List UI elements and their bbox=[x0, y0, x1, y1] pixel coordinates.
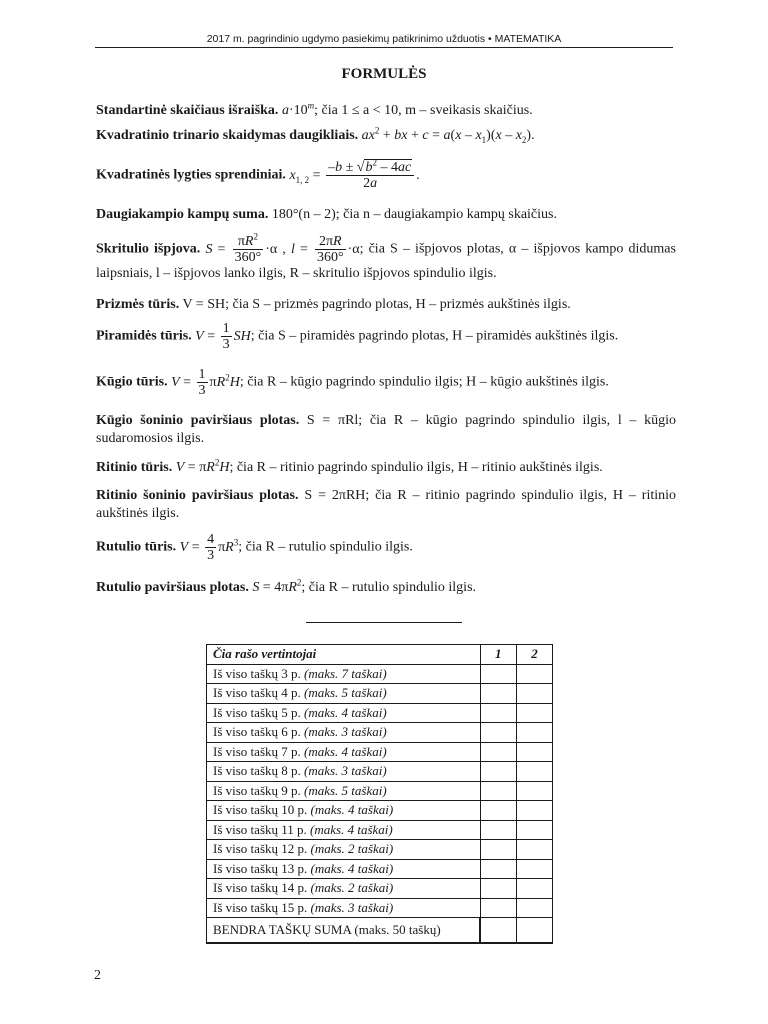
formula-polygon bbox=[96, 206, 676, 224]
table-row bbox=[207, 781, 553, 801]
score-row-text: Iš viso taškų 6 p. bbox=[213, 724, 304, 740]
formula-prism bbox=[96, 296, 676, 314]
score-cell-grader-1[interactable] bbox=[480, 703, 517, 723]
formula-standard-form bbox=[96, 102, 676, 120]
score-table-header bbox=[207, 645, 553, 665]
formula-math: V = $\frac{4}{3}$ $\pi R^3$ bbox=[179, 532, 239, 563]
formula-description: 180°(n – 2); čia n – daugiakampio kampų skaičius. bbox=[271, 207, 557, 222]
score-row-label bbox=[207, 723, 481, 743]
table-row bbox=[207, 859, 553, 879]
table-row bbox=[207, 684, 553, 704]
score-col-1-header: 1 bbox=[480, 645, 517, 665]
score-cell-grader-2[interactable] bbox=[517, 781, 553, 801]
table-row bbox=[207, 820, 553, 840]
formula-label: Daugiakampio kampų suma. bbox=[96, 207, 269, 222]
score-row-max: (maks. 3 taškai) bbox=[304, 724, 387, 740]
formula-sphere-area bbox=[96, 579, 676, 597]
formula-description: ; čia R – ritinio pagrindo spindulio ilgis, H – ritinio aukštinės ilgis. bbox=[229, 460, 603, 475]
score-row-label bbox=[207, 762, 481, 782]
formula-description: ; čia S – piramidės pagrindo plotas, H – piramidės aukštinės ilgis. bbox=[250, 328, 619, 344]
formula-math: S = $\frac{\pi R^2}{360^\circ}$ ·α , l = $\frac{2\pi R}{360^\circ}$ ·α bbox=[205, 231, 360, 265]
formula-cone bbox=[96, 367, 676, 398]
formula-trinomial bbox=[96, 127, 676, 145]
table-row bbox=[207, 898, 553, 918]
score-cell-grader-1[interactable] bbox=[480, 723, 517, 743]
table-row bbox=[207, 879, 553, 899]
separator-line bbox=[306, 622, 462, 623]
score-cell-grader-1[interactable] bbox=[480, 840, 517, 860]
formula-math: $S = 4\pi R^2$ bbox=[252, 577, 302, 595]
formula-description: ; čia 1 ≤ a < 10, m – sveikasis skaičius. bbox=[314, 103, 533, 118]
score-row-text: Iš viso taškų 4 p. bbox=[213, 685, 304, 701]
formula-label: Prizmės tūris. bbox=[96, 297, 180, 312]
formula-label: Rutulio tūris. bbox=[96, 539, 177, 555]
score-row-max: (maks. 4 taškai) bbox=[304, 743, 387, 759]
score-row-max: (maks. 4 taškai) bbox=[310, 821, 393, 837]
score-row-text: Iš viso taškų 14 p. bbox=[213, 880, 311, 896]
formula-description: V = SH; čia S – prizmės pagrindo plotas, H – prizmės aukštinės ilgis. bbox=[182, 297, 571, 312]
score-row-label bbox=[207, 684, 481, 704]
score-cell-grader-1[interactable] bbox=[480, 742, 517, 762]
score-row-label bbox=[207, 742, 481, 762]
table-row bbox=[207, 762, 553, 782]
score-row-text: Iš viso taškų 3 p. bbox=[213, 665, 304, 681]
formula-math: $a\cdot 10^m$ bbox=[281, 100, 315, 118]
formula-label: Kvadratinio trinario skaidymas daugikliais. bbox=[96, 128, 359, 143]
score-row-label bbox=[207, 781, 481, 801]
formula-quadratic bbox=[96, 157, 676, 191]
score-row-max: (maks. 2 taškai) bbox=[310, 880, 394, 896]
table-row bbox=[207, 840, 553, 860]
score-col-2-header: 2 bbox=[517, 645, 553, 665]
score-row-text: Iš viso taškų 13 p. bbox=[213, 860, 311, 876]
formula-label: Kvadratinės lygties sprendiniai. bbox=[96, 167, 286, 183]
formula-description: S = 2πRH; čia R – ritinio pagrindo spindulio ilgis, H – ritinio aukštinės ilgis. bbox=[96, 488, 677, 521]
formula-label: Ritinio šoninio paviršiaus plotas. bbox=[96, 488, 299, 503]
table-row bbox=[207, 664, 553, 684]
score-cell-grader-1[interactable] bbox=[480, 898, 517, 918]
score-row-text: Iš viso taškų 8 p. bbox=[213, 763, 304, 779]
formula-description: ; čia R – kūgio pagrindo spindulio ilgis; H – kūgio aukštinės ilgis. bbox=[239, 374, 609, 390]
score-cell-grader-1[interactable] bbox=[480, 664, 517, 684]
score-row-label bbox=[207, 703, 481, 723]
score-row-label bbox=[207, 664, 481, 684]
score-row-label bbox=[207, 859, 481, 879]
score-row-max: (maks. 3 taškai) bbox=[304, 763, 387, 779]
formula-math: $ax^2$ + bx + $c = a(x - x_1)(x - x_2)$. bbox=[361, 125, 535, 145]
score-row-max: (maks. 2 taškai) bbox=[310, 841, 394, 857]
score-row-label bbox=[207, 840, 481, 860]
table-row bbox=[207, 723, 553, 743]
score-total-grader-2[interactable] bbox=[517, 918, 553, 944]
score-row-label bbox=[207, 820, 481, 840]
formula-description: ; čia R – rutulio spindulio ilgis. bbox=[301, 580, 477, 595]
formula-cylinder-lateral bbox=[96, 487, 676, 523]
score-cell-grader-2[interactable] bbox=[517, 898, 553, 918]
score-row-text: Iš viso taškų 11 p. bbox=[213, 821, 311, 837]
score-cell-grader-2[interactable] bbox=[517, 801, 553, 821]
formula-label: Standartinė skaičiaus išraiška. bbox=[96, 103, 279, 118]
score-table bbox=[206, 644, 553, 944]
score-row-text: Iš viso taškų 5 p. bbox=[213, 704, 304, 720]
score-row-label bbox=[207, 879, 481, 899]
formula-label: Rutulio paviršiaus plotas. bbox=[96, 580, 249, 595]
score-row-text: Iš viso taškų 12 p. bbox=[213, 841, 311, 857]
score-row-text: Iš viso taškų 7 p. bbox=[213, 743, 304, 759]
score-cell-grader-2[interactable] bbox=[517, 742, 553, 762]
score-row-max: (maks. 3 taškai) bbox=[310, 899, 394, 915]
formula-sector bbox=[96, 231, 676, 283]
score-total-grader-1[interactable] bbox=[480, 918, 517, 944]
score-cell-grader-1[interactable] bbox=[480, 879, 517, 899]
page-number: 2 bbox=[94, 968, 101, 983]
formula-description: S = πRl; čia R – kūgio pagrindo spindulio ilgis, l – kūgio sudaromosios ilgis. bbox=[96, 413, 676, 446]
score-cell-grader-2[interactable] bbox=[517, 723, 553, 743]
score-total-label: BENDRA TAŠKŲ SUMA (maks. 50 taškų) bbox=[207, 918, 481, 944]
page-title: FORMULĖS bbox=[341, 66, 427, 82]
formula-label: Piramidės tūris. bbox=[96, 328, 192, 344]
score-cell-grader-1[interactable] bbox=[480, 781, 517, 801]
table-row bbox=[207, 742, 553, 762]
table-row bbox=[207, 801, 553, 821]
score-row-max: (maks. 5 taškai) bbox=[304, 685, 387, 701]
formula-description: ; čia S – išpjovos plotas, α – išpjovos kampo didumas laipsniais, l – išpjovos lanko ilgis, R – skritulio išpjovos spindulio ilgis. bbox=[96, 241, 676, 281]
score-header-label: Čia rašo vertintojai bbox=[207, 645, 481, 665]
formula-math: V = $\frac{1}{3}$ SH bbox=[195, 321, 251, 352]
score-cell-grader-1[interactable] bbox=[480, 762, 517, 782]
score-cell-grader-2[interactable] bbox=[517, 879, 553, 899]
score-cell-grader-1[interactable] bbox=[480, 820, 517, 840]
formula-sphere-volume bbox=[96, 532, 676, 563]
formula-label: Ritinio tūris. bbox=[96, 460, 173, 475]
score-row-max: (maks. 5 taškai) bbox=[304, 782, 387, 798]
score-cell-grader-2[interactable] bbox=[517, 762, 553, 782]
score-row-text: Iš viso taškų 15 p. bbox=[213, 899, 311, 915]
score-cell-grader-2[interactable] bbox=[517, 684, 553, 704]
score-cell-grader-1[interactable] bbox=[480, 801, 517, 821]
formula-description: ; čia R – rutulio spindulio ilgis. bbox=[238, 539, 413, 555]
formula-label: Kūgio tūris. bbox=[96, 374, 168, 390]
page-header: 2017 m. pagrindinio ugdymo pasiekimų patikrinimo užduotis • MATEMATIKA bbox=[95, 33, 673, 48]
formula-math: $x_{1, 2}$ = $\frac{-b \pm √b^2 - 4ac}{2a}$ . bbox=[289, 157, 420, 191]
score-row-max: (maks. 4 taškai) bbox=[310, 802, 394, 818]
formula-label: Skritulio išpjova. bbox=[96, 241, 201, 257]
score-row-label bbox=[207, 801, 481, 821]
score-row-label bbox=[207, 898, 481, 918]
score-cell-grader-2[interactable] bbox=[517, 820, 553, 840]
score-row-text: Iš viso taškų 10 p. bbox=[213, 802, 311, 818]
score-row-max: (maks. 4 taškai) bbox=[310, 860, 394, 876]
score-cell-grader-1[interactable] bbox=[480, 859, 517, 879]
score-row-text: Iš viso taškų 9 p. bbox=[213, 782, 304, 798]
score-cell-grader-2[interactable] bbox=[517, 859, 553, 879]
formula-label: Kūgio šoninio paviršiaus plotas. bbox=[96, 413, 300, 428]
table-row bbox=[207, 703, 553, 723]
formula-cone-lateral bbox=[96, 412, 676, 448]
score-cell-grader-2[interactable] bbox=[517, 703, 553, 723]
score-row-max: (maks. 7 taškai) bbox=[304, 665, 387, 681]
score-cell-grader-1[interactable] bbox=[480, 684, 517, 704]
score-row-max: (maks. 4 taškai) bbox=[304, 704, 387, 720]
formula-cylinder bbox=[96, 459, 676, 477]
formula-math: $V = \pi R^2H$ bbox=[175, 457, 230, 475]
formula-pyramid bbox=[96, 321, 676, 352]
score-total-row bbox=[207, 918, 553, 944]
score-cell-grader-2[interactable] bbox=[517, 840, 553, 860]
formula-math: V = $\frac{1}{3}$ $\pi R^2H$ bbox=[171, 367, 240, 398]
score-cell-grader-2[interactable] bbox=[517, 664, 553, 684]
